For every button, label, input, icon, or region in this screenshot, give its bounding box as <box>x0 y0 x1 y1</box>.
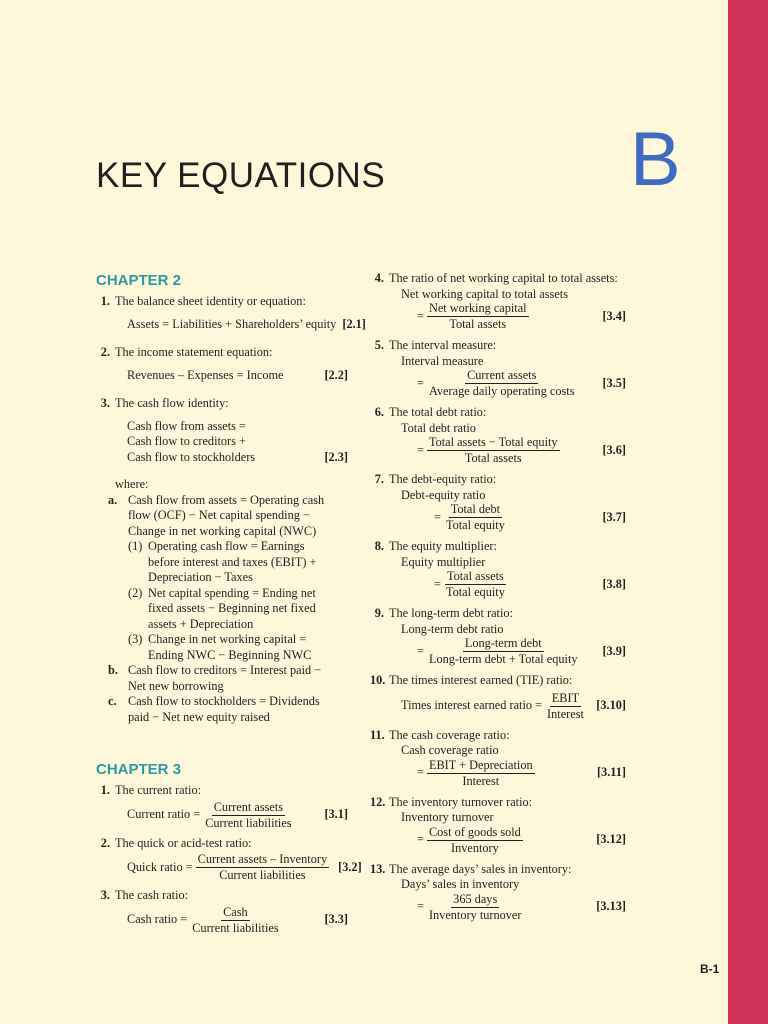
numerator: Net working capital <box>428 301 527 315</box>
item-label: The cash flow identity: <box>115 396 229 410</box>
equation-ref: [3.8] <box>602 576 626 591</box>
item-number: 13. <box>370 861 386 876</box>
equation-item <box>96 783 348 830</box>
equation-ref: [3.1] <box>324 807 348 822</box>
where-item-a <box>96 493 348 540</box>
item-label: The quick or acid-test ratio: <box>115 835 252 850</box>
numerator: Current assets – Inventory <box>197 852 328 866</box>
equals-sign: = <box>417 375 424 390</box>
equation-lhs: Quick ratio = <box>127 859 193 874</box>
equation-item <box>370 795 626 855</box>
denominator: Total assets <box>464 451 522 465</box>
equation-item <box>96 396 348 465</box>
equals-sign: = <box>417 832 424 847</box>
numerator: Total assets <box>446 569 504 583</box>
text-line: Cash flow from assets = Operating cash <box>128 492 325 507</box>
chapter-color-bar <box>728 0 768 1024</box>
equation-ref: [2.2] <box>324 367 348 382</box>
fraction <box>190 906 280 935</box>
equation-line-row <box>127 450 348 466</box>
fraction <box>444 503 507 532</box>
where-item-b <box>96 663 348 694</box>
item-label: The equity multiplier: <box>389 539 497 553</box>
equation-subject: Cash coverage ratio <box>401 743 499 757</box>
equation-text: Assets = Liabilities + Shareholders’ equity <box>127 316 337 331</box>
item-label: The current ratio: <box>115 783 202 797</box>
item-number: 6. <box>374 405 384 419</box>
text-line: fixed assets − Beginning net fixed <box>148 601 316 615</box>
item-label: The times interest earned (TIE) ratio: <box>389 673 573 687</box>
item-label: The cash ratio: <box>115 888 189 902</box>
numerator: Cost of goods sold <box>428 824 521 839</box>
fraction <box>427 369 577 398</box>
equation <box>389 503 626 532</box>
equation-item <box>96 294 366 332</box>
equation-ref: [3.4] <box>602 308 626 323</box>
equation-lhs: Current ratio = <box>127 807 201 822</box>
equation-ref: [2.3] <box>324 449 348 464</box>
where-item-a2 <box>96 586 348 633</box>
text-line: Cash flow to stockholders = Dividends <box>128 694 320 708</box>
equation-ref: [3.6] <box>602 442 626 457</box>
denominator: Current liabilities <box>219 868 306 882</box>
equation-text: Revenues – Expenses = Income <box>127 367 284 382</box>
equation-item <box>370 606 626 666</box>
numerator: Current assets <box>467 368 537 382</box>
equation <box>389 637 626 666</box>
text-line: Net new borrowing <box>128 678 224 693</box>
item-number: 2. <box>100 835 110 850</box>
equation <box>115 852 362 882</box>
item-number: 4. <box>374 271 384 285</box>
equation-line: Cash flow to stockholders <box>127 449 256 464</box>
item-label: The debt-equity ratio: <box>389 472 497 486</box>
fraction <box>427 302 529 331</box>
denominator: Inventory <box>450 840 499 855</box>
item-number: 1. <box>100 783 110 797</box>
equation <box>389 692 626 721</box>
where-item-a1 <box>96 539 348 586</box>
equation-line: Cash flow from assets = <box>127 418 246 433</box>
text-line: Depreciation − Taxes <box>148 570 253 584</box>
equation-ref: [3.12] <box>596 832 626 847</box>
equation-ref: [3.3] <box>324 912 348 927</box>
equation <box>115 316 366 333</box>
equation-ref: [3.2] <box>338 859 362 874</box>
denominator: Interest <box>547 706 584 721</box>
equation <box>389 826 626 855</box>
denominator: Current liabilities <box>192 920 279 935</box>
equation-lhs: Cash ratio = <box>127 912 188 927</box>
chapter-3-heading: CHAPTER 3 <box>96 761 182 778</box>
item-letter: c. <box>108 694 117 708</box>
item-number: (3) <box>128 632 143 646</box>
equation-ref: [3.11] <box>596 765 626 780</box>
denominator: Average daily operating costs <box>428 384 575 398</box>
equation-ref: [2.1] <box>342 316 366 331</box>
item-number: 9. <box>374 606 384 620</box>
fraction <box>196 853 329 882</box>
denominator: Long-term debt + Total equity <box>428 652 578 666</box>
numerator: EBIT + Depreciation <box>428 757 533 772</box>
equation-ref: [3.13] <box>596 899 626 914</box>
equation-item <box>370 338 626 398</box>
equals-sign: = <box>417 308 424 323</box>
item-label: The balance sheet identity or equation: <box>115 294 306 308</box>
equation <box>389 570 626 599</box>
denominator: Interest <box>462 773 500 788</box>
item-number: 3. <box>100 888 110 902</box>
equation-subject: Total debt ratio <box>401 420 476 435</box>
page-number: B-1 <box>700 962 720 976</box>
fraction <box>427 436 560 465</box>
item-label: The ratio of net working capital to total assets: <box>389 271 618 285</box>
text-line: paid − Net new equity raised <box>128 709 270 724</box>
chapter-2-heading: CHAPTER 2 <box>96 272 182 289</box>
item-label: The total debt ratio: <box>389 405 487 419</box>
equation-subject: Days’ sales in inventory <box>401 877 520 891</box>
fraction <box>427 826 523 855</box>
equation <box>389 302 626 331</box>
equation-item <box>96 835 362 883</box>
item-number: 10. <box>370 673 386 687</box>
item-label: The income statement equation: <box>115 345 273 359</box>
equals-sign: = <box>434 576 441 591</box>
equation-ref: [3.7] <box>602 509 626 524</box>
numerator: Long-term debt <box>464 636 542 650</box>
item-number: 3. <box>100 396 110 410</box>
item-letter: a. <box>108 492 118 507</box>
text-line: before interest and taxes (EBIT) + <box>148 554 317 569</box>
fraction <box>545 692 586 721</box>
text-line: assets + Depreciation <box>148 616 254 631</box>
text-line: flow (OCF) − Net capital spending − <box>128 508 310 522</box>
text-line: Ending NWC − Beginning NWC <box>148 647 312 662</box>
item-label: The cash coverage ratio: <box>389 727 510 742</box>
text-line: Change in net working capital = <box>148 632 307 646</box>
equation-ref: [3.10] <box>596 698 626 713</box>
denominator: Total equity <box>445 518 505 532</box>
equation-item <box>370 271 626 331</box>
fraction <box>444 570 507 599</box>
item-number: 7. <box>374 472 384 486</box>
equation-item <box>370 472 626 532</box>
item-label: The interval measure: <box>389 338 497 352</box>
equation <box>115 419 348 466</box>
equation-subject: Equity multiplier <box>401 554 486 569</box>
item-number: 12. <box>370 794 386 809</box>
equation-ref: [3.9] <box>602 643 626 658</box>
equation-subject: Debt-equity ratio <box>401 487 486 502</box>
denominator: Total assets <box>449 317 507 331</box>
equation-item <box>370 405 626 465</box>
equation-item <box>370 673 626 721</box>
equals-sign: = <box>417 899 424 914</box>
item-label: The long-term debt ratio: <box>389 606 513 620</box>
equation <box>115 906 348 935</box>
item-number: 8. <box>374 539 384 553</box>
equation-subject: Inventory turnover <box>401 810 494 824</box>
item-letter: b. <box>108 663 118 677</box>
equals-sign: = <box>417 765 424 780</box>
text-line: Operating cash flow = Earnings <box>148 539 305 553</box>
equation-subject: Interval measure <box>401 353 484 368</box>
equation-subject: Net working capital to total assets <box>401 286 568 301</box>
where-label: where: <box>115 477 149 491</box>
equals-sign: = <box>434 509 441 524</box>
numerator: Cash <box>223 904 248 919</box>
fraction <box>427 759 535 788</box>
equation-item <box>96 888 348 935</box>
equation-ref: [3.5] <box>602 375 626 390</box>
item-number: 11. <box>370 727 385 742</box>
equation <box>389 893 626 922</box>
fraction <box>427 637 580 666</box>
equation-item <box>370 728 626 788</box>
equals-sign: = <box>417 442 424 457</box>
where-item-c <box>96 694 348 725</box>
fraction <box>427 893 524 922</box>
numerator: Total assets − Total equity <box>428 435 558 449</box>
right-column <box>370 271 626 922</box>
item-label: The average days’ sales in inventory: <box>389 861 572 876</box>
denominator: Current liabilities <box>205 815 292 830</box>
denominator: Total equity <box>445 585 505 599</box>
equation <box>115 368 348 384</box>
equation-item <box>370 539 626 599</box>
equals-sign: = <box>417 643 424 658</box>
equation <box>389 759 626 788</box>
equation-subject: Long-term debt ratio <box>401 621 504 636</box>
equation-lhs: Times interest earned ratio = <box>401 698 543 713</box>
item-label: The inventory turnover ratio: <box>389 794 533 809</box>
item-number: 1. <box>100 294 110 308</box>
item-number: 5. <box>374 338 384 352</box>
numerator: Current assets <box>213 799 284 814</box>
equation-item <box>370 862 626 922</box>
equation-item <box>96 345 348 383</box>
page-title: KEY EQUATIONS <box>96 156 386 195</box>
denominator: Inventory turnover <box>428 907 522 922</box>
left-column <box>96 271 366 935</box>
numerator: EBIT <box>551 690 580 705</box>
item-number: (1) <box>128 539 143 553</box>
equation <box>389 369 626 398</box>
equation <box>115 801 348 830</box>
text-line: Change in net working capital (NWC) <box>128 523 317 538</box>
item-number: (2) <box>128 585 143 600</box>
equation <box>389 436 626 465</box>
fraction <box>203 801 293 830</box>
where-item-a3 <box>96 632 348 663</box>
text-line: Cash flow to creditors = Interest paid − <box>128 663 322 677</box>
appendix-letter: B <box>630 117 681 202</box>
item-number: 2. <box>100 345 110 359</box>
numerator: 365 days <box>453 891 498 906</box>
numerator: Total debt <box>450 502 501 516</box>
equation-line: Cash flow to creditors + <box>127 434 246 448</box>
text-line: Net capital spending = Ending net <box>148 585 316 600</box>
